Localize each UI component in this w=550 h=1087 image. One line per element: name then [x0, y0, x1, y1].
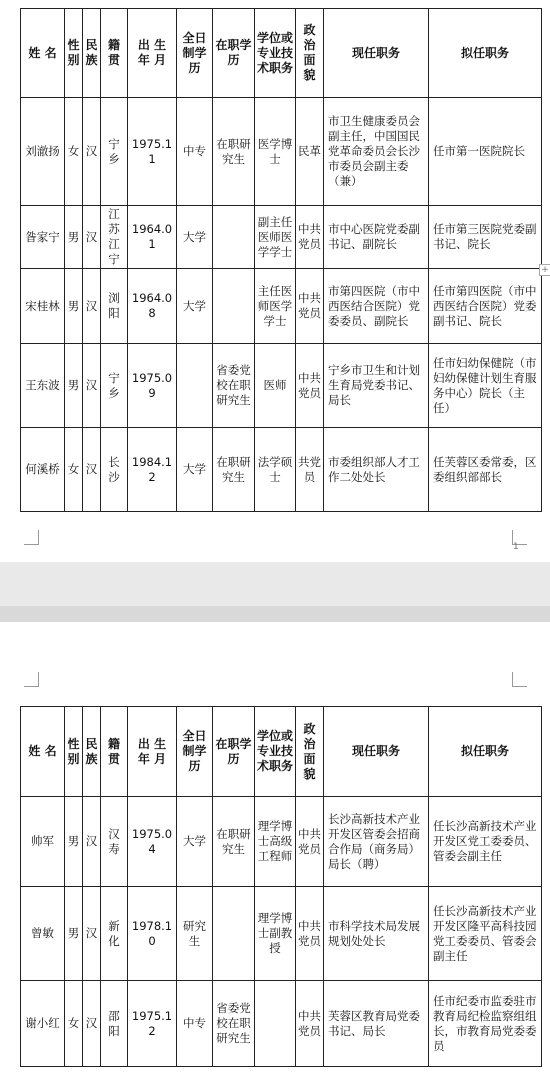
header-fulltime-edu: 全日制学历: [177, 9, 213, 98]
header-native-place: 籍贯: [101, 707, 128, 797]
cell-gender: 男: [65, 797, 83, 887]
cell-birth: 1975.11: [128, 98, 177, 206]
cell-inservice-edu: 在职研究生: [213, 428, 255, 512]
cell-fulltime-edu: 中专: [177, 98, 213, 206]
table-row: [21, 98, 542, 206]
cadre-table-page-2: [20, 706, 542, 1067]
cell-name: 宋桂林: [21, 269, 65, 344]
cell-degree: 副主任医师医学学士: [255, 206, 296, 269]
cell-inservice-edu: 省委党校在职研究生: [213, 981, 255, 1067]
cell-fulltime-edu: [177, 344, 213, 428]
cell-gender: 男: [65, 206, 83, 269]
cell-current-post: 长沙高新技术产业开发区管委会招商合作局（商务局）局长（聘）: [324, 797, 429, 887]
cell-fulltime-edu: 大学: [177, 206, 213, 269]
cell-current-post: 宁乡市卫生和计划生育局党委书记、局长: [324, 344, 429, 428]
header-inservice-edu: 在职学历: [213, 707, 255, 797]
cell-fulltime-edu: 研究生: [177, 887, 213, 981]
header-ethnicity: 民族: [83, 9, 101, 98]
document-page-2: [0, 622, 550, 1087]
table-row: [21, 797, 542, 887]
header-birth: 出 生 年 月: [128, 707, 177, 797]
table-header-row: [21, 9, 542, 98]
cell-degree: 法学硕士: [255, 428, 296, 512]
header-gender: 性别: [65, 707, 83, 797]
cell-gender: 男: [65, 269, 83, 344]
cell-native-place: 江苏江宁: [101, 206, 128, 269]
header-name: 姓 名: [21, 9, 65, 98]
cell-proposed-post: 任市妇幼保健院（市妇幼保健计划生育服务中心）院长（主任）: [429, 344, 542, 428]
cell-native-place: 宁乡: [101, 98, 128, 206]
cell-name: 帅军: [21, 797, 65, 887]
table-row: [21, 344, 542, 428]
cell-name: 昝家宁: [21, 206, 65, 269]
cell-gender: 男: [65, 344, 83, 428]
cell-political: 中共党员: [296, 981, 324, 1067]
cell-inservice-edu: [213, 206, 255, 269]
cell-ethnicity: 汉: [83, 206, 101, 269]
cell-native-place: 新化: [101, 887, 128, 981]
cell-degree: [255, 981, 296, 1067]
header-current-post: 现任职务: [324, 9, 429, 98]
cell-native-place: 长沙: [101, 428, 128, 512]
header-degree: 学位或专业技术职务: [255, 9, 296, 98]
cell-ethnicity: 汉: [83, 887, 101, 981]
cell-inservice-edu: 在职研究生: [213, 98, 255, 206]
cell-current-post: 市第四医院（市中西医结合医院）党委委员、副院长: [324, 269, 429, 344]
table-row: [21, 887, 542, 981]
cell-degree: 主任医师医学学士: [255, 269, 296, 344]
cell-proposed-post: 任市第四医院（市中西医结合医院）党委副书记、院长: [429, 269, 542, 344]
cell-inservice-edu: [213, 887, 255, 981]
cell-degree: 理学博士高级工程师: [255, 797, 296, 887]
cell-ethnicity: 汉: [83, 269, 101, 344]
cell-birth: 1984.12: [128, 428, 177, 512]
table-row: [21, 428, 542, 512]
cell-gender: 女: [65, 981, 83, 1067]
cell-current-post: 市科学技术局发展规划处处长: [324, 887, 429, 981]
cell-political: 共党员: [296, 428, 324, 512]
cell-current-post: 芙蓉区教育局党委书记、局长: [324, 981, 429, 1067]
cell-proposed-post: 任长沙高新技术产业开发区党工委委员、管委会副主任: [429, 797, 542, 887]
cell-degree: 医学博士: [255, 98, 296, 206]
header-political: 政治面貌: [296, 9, 324, 98]
cell-birth: 1975.09: [128, 344, 177, 428]
expand-icon[interactable]: +: [539, 264, 550, 276]
table-row: [21, 206, 542, 269]
cell-inservice-edu: [213, 269, 255, 344]
page-number: 1: [513, 542, 519, 552]
page-corner-mark: [512, 672, 527, 687]
cell-proposed-post: 任芙蓉区委常委，区委组织部部长: [429, 428, 542, 512]
table-row: [21, 269, 542, 344]
header-current-post: 现任职务: [324, 707, 429, 797]
cell-name: 谢小红: [21, 981, 65, 1067]
page-corner-mark: [24, 530, 39, 545]
table-row: [21, 981, 542, 1067]
cell-ethnicity: 汉: [83, 344, 101, 428]
cadre-table-page-1: [20, 8, 542, 512]
cell-political: 民革: [296, 98, 324, 206]
header-gender: 性别: [65, 9, 83, 98]
cell-political: 中共党员: [296, 887, 324, 981]
cell-fulltime-edu: 大学: [177, 428, 213, 512]
cell-birth: 1975.12: [128, 981, 177, 1067]
cell-birth: 1978.10: [128, 887, 177, 981]
cell-name: 曾敏: [21, 887, 65, 981]
cell-political: 中共党员: [296, 797, 324, 887]
header-native-place: 籍贯: [101, 9, 128, 98]
cell-name: 刘澈扬: [21, 98, 65, 206]
cell-political: 中共党员: [296, 269, 324, 344]
cell-current-post: 市卫生健康委员会副主任，中国国民党革命委员会长沙市委员会副主委（兼）: [324, 98, 429, 206]
cell-current-post: 市中心医院党委副书记、副院长: [324, 206, 429, 269]
cell-current-post: 市委组织部人才工作二处处长: [324, 428, 429, 512]
cell-birth: 1964.08: [128, 269, 177, 344]
cell-ethnicity: 汉: [83, 797, 101, 887]
header-fulltime-edu: 全日制学历: [177, 707, 213, 797]
cell-native-place: 汉寿: [101, 797, 128, 887]
header-ethnicity: 民族: [83, 707, 101, 797]
cell-ethnicity: 汉: [83, 428, 101, 512]
cell-fulltime-edu: 大学: [177, 797, 213, 887]
table-header-row: [21, 707, 542, 797]
header-degree: 学位或专业技术职务: [255, 707, 296, 797]
cell-gender: 女: [65, 428, 83, 512]
cell-native-place: 浏阳: [101, 269, 128, 344]
cell-ethnicity: 汉: [83, 981, 101, 1067]
cell-proposed-post: 任市纪委市监委驻市教育局纪检监察组组长，市教育局党委委员: [429, 981, 542, 1067]
cell-political: 中共党员: [296, 344, 324, 428]
cell-ethnicity: 汉: [83, 98, 101, 206]
header-proposed-post: 拟任职务: [429, 707, 542, 797]
cell-name: 何溪桥: [21, 428, 65, 512]
cell-proposed-post: 任市第三医院党委副书记、院长: [429, 206, 542, 269]
cell-gender: 女: [65, 98, 83, 206]
cell-name: 王东波: [21, 344, 65, 428]
cell-birth: 1964.01: [128, 206, 177, 269]
header-political: 政治面貌: [296, 707, 324, 797]
cell-fulltime-edu: 大学: [177, 269, 213, 344]
page-corner-mark: [24, 672, 39, 687]
cell-birth: 1975.04: [128, 797, 177, 887]
cell-inservice-edu: 在职研究生: [213, 797, 255, 887]
cell-fulltime-edu: 中专: [177, 981, 213, 1067]
header-birth: 出 生 年 月: [128, 9, 177, 98]
cell-political: 中共党员: [296, 206, 324, 269]
cell-degree: 医师: [255, 344, 296, 428]
cell-native-place: 宁乡: [101, 344, 128, 428]
cell-inservice-edu: 省委党校在职研究生: [213, 344, 255, 428]
cell-proposed-post: 任市第一医院院长: [429, 98, 542, 206]
cell-proposed-post: 任长沙高新技术产业开发区隆平高科技园党工委委员、管委会副主任: [429, 887, 542, 981]
header-proposed-post: 拟任职务: [429, 9, 542, 98]
cell-native-place: 邵阳: [101, 981, 128, 1067]
header-name: 姓 名: [21, 707, 65, 797]
header-inservice-edu: 在职学历: [213, 9, 255, 98]
cell-gender: 男: [65, 887, 83, 981]
page-separator: [0, 562, 550, 622]
cell-degree: 理学博士副教授: [255, 887, 296, 981]
